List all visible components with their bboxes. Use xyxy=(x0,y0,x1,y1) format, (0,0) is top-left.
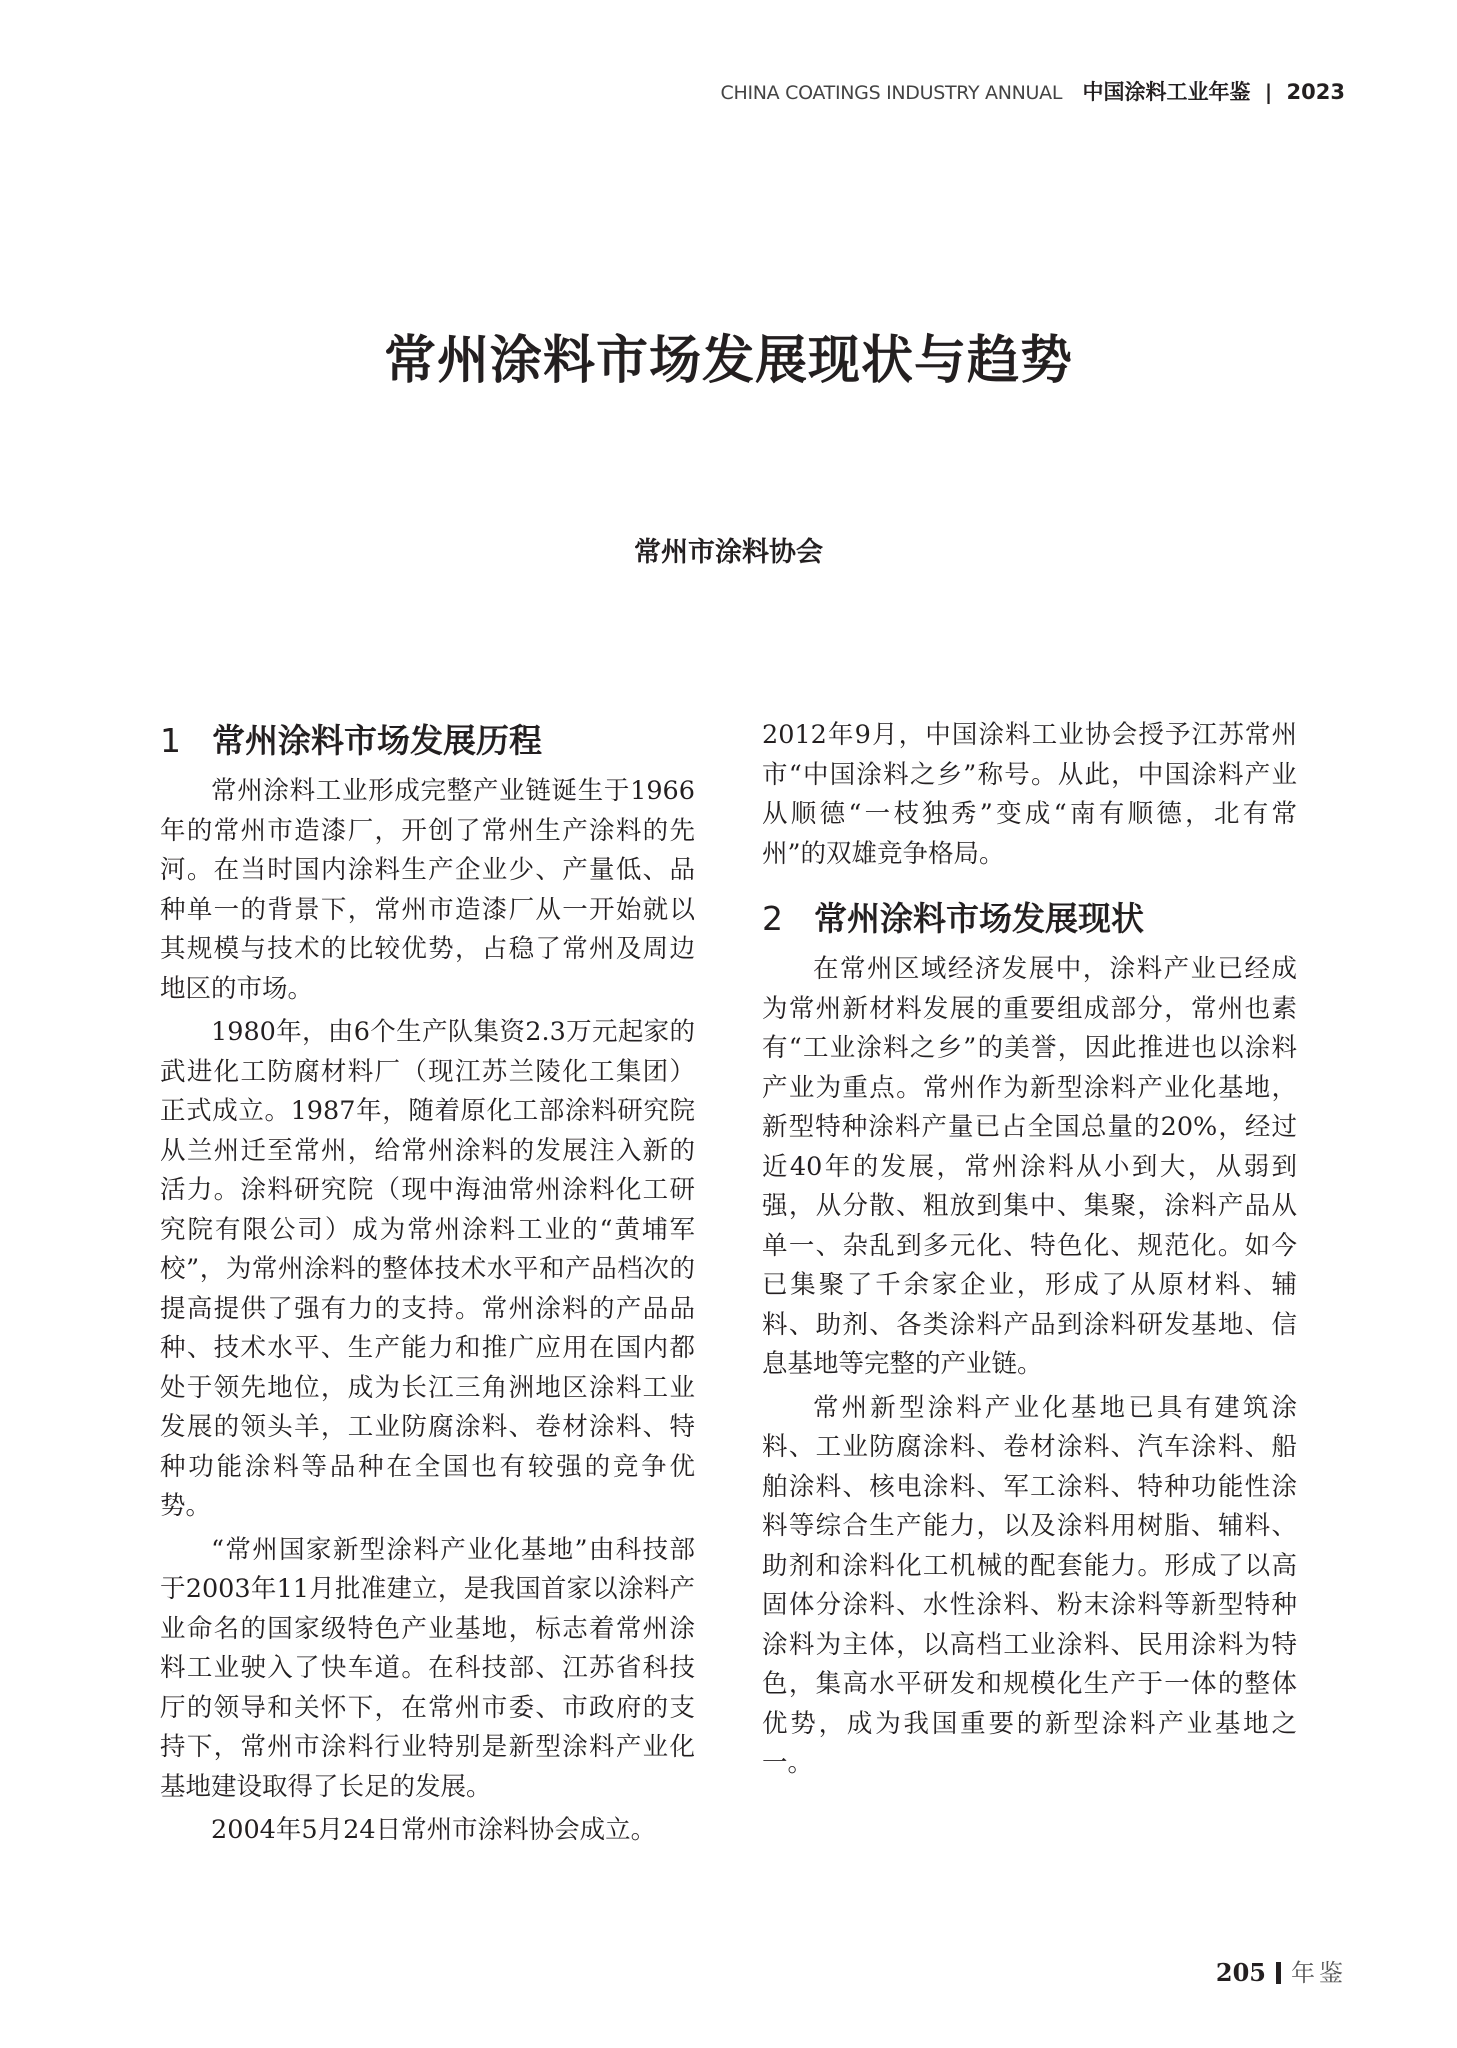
header-separator: | xyxy=(1264,80,1273,104)
right-column xyxy=(762,716,1297,1788)
header-english-title: CHINA COATINGS INDUSTRY ANNUAL xyxy=(720,82,1063,104)
section-2-heading xyxy=(762,894,1297,944)
article-author: 常州市涂料协会 xyxy=(634,537,823,568)
footer-label: 年鉴 xyxy=(1291,1959,1347,1987)
footer-divider xyxy=(1276,1962,1281,1984)
section-1-title: 常州涂料市场发展历程 xyxy=(212,721,542,760)
left-column xyxy=(160,716,695,1855)
section-1-paragraph: 常州涂料工业形成完整产业链诞生于1966年的常州市造漆厂，开创了常州生产涂料的先河。在当时国内涂料生产企业少、产量低、品种单一的背景下，常州市造漆厂从一开始就以其规模与技术的比较优势，占稳了常州及周边地区的市场。 xyxy=(160,776,695,1004)
section-2-paragraph: 常州新型涂料产业化基地已具有建筑涂料、工业防腐涂料、卷材涂料、汽车涂料、船舶涂料、核电涂料、军工涂料、特种功能性涂料等综合生产能力，以及涂料用树脂、辅料、助剂和涂料化工机械的配套能力。形成了以高固体分涂料、水性涂料、粉末涂料等新型特种涂料为主体，以高档工业涂料、民用涂料为特色，集高水平研发和规模化生产于一体的整体优势，成为我国重要的新型涂料产业基地之一。 xyxy=(762,1392,1297,1778)
header-year: 2023 xyxy=(1286,80,1345,104)
section-1-paragraph: 1980年，由6个生产队集资2.3万元起家的武进化工防腐材料厂（现江苏兰陵化工集团）正式成立。1987年，随着原化工部涂料研究院从兰州迁至常州，给常州涂料的发展注入新的活力。涂料研究院（现中海油常州涂料化工研究院有限公司）成为常州涂料工业的“黄埔军校”，为常州涂料的整体技术水平和产品档次的提高提供了强有力的支持。常州涂料的产品品种、技术水平、生产能力和推广应用在国内都处于领先地位，成为长江三角洲地区涂料工业发展的领头羊，工业防腐涂料、卷材涂料、特种功能涂料等品种在全国也有较强的竞争优势。 xyxy=(160,1017,695,1521)
section-1-paragraph: 2004年5月24日常州市涂料协会成立。 xyxy=(211,1815,657,1845)
section-1-number: 1 xyxy=(160,721,181,760)
article-title: 常州涂料市场发展现状与趋势 xyxy=(383,330,1073,391)
section-2-number: 2 xyxy=(762,899,783,938)
header-chinese-title: 中国涂料工业年鉴 xyxy=(1082,80,1251,104)
section-1-continuation: 2012年9月，中国涂料工业协会授予江苏常州市“中国涂料之乡”称号。从此，中国涂料产业从顺德“一枝独秀”变成“南有顺德，北有常州”的双雄竞争格局。 xyxy=(762,720,1297,869)
section-1-heading xyxy=(160,716,695,766)
page-number: 205 xyxy=(1215,1958,1266,1987)
section-1-paragraph: “常州国家新型涂料产业化基地”由科技部于2003年11月批准建立，是我国首家以涂料产业命名的国家级特色产业基地，标志着常州涂料工业驶入了快车道。在科技部、江苏省科技厅的领导和关怀下，在常州市委、市政府的支持下，常州市涂料行业特别是新型涂料产业化基地建设取得了长足的发展。 xyxy=(160,1534,695,1802)
section-2-title: 常州涂料市场发展现状 xyxy=(814,899,1144,938)
page-footer xyxy=(1216,1953,1347,1988)
section-2-paragraph: 在常州区域经济发展中，涂料产业已经成为常州新材料发展的重要组成部分，常州也素有“工业涂料之乡”的美誉，因此推进也以涂料产业为重点。常州作为新型涂料产业化基地，新型特种涂料产量已占全国总量的20%，经过近40年的发展，常州涂料从小到大，从弱到强，从分散、粗放到集中、集聚，涂料产品从单一、杂乱到多元化、特色化、规范化。如今已集聚了千余家企业，形成了从原材料、辅料、助剂、各类涂料产品到涂料研发基地、信息基地等完整的产业链。 xyxy=(762,954,1297,1379)
running-header xyxy=(721,80,1345,105)
